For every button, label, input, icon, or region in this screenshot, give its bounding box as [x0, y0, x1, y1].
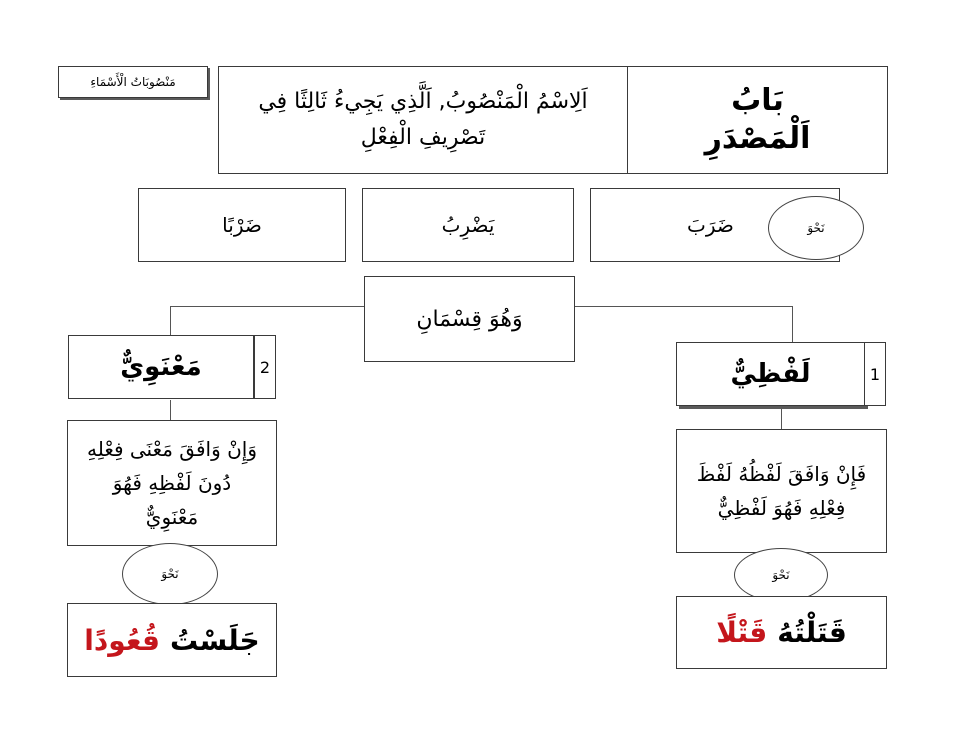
section2-number-box [254, 335, 276, 399]
connector-right-down [781, 407, 782, 429]
connector-left-vertical [170, 306, 171, 336]
section2-example-box [67, 603, 277, 677]
section1-title: لَفْظِيٌّ [730, 359, 811, 389]
title-line2: اَلْمَصْدَرِ [704, 121, 811, 156]
connector-right-horizontal [575, 306, 793, 307]
definition-text: اَلِاسْمُ الْمَنْصُوبُ, اَلَّذِي يَجِيءُ ثَالِثًا فِي تَصْرِيفِ الْفِعْلِ [258, 89, 588, 150]
definition-box [218, 66, 628, 174]
section2-title: مَعْنَوِيٌّ [120, 352, 202, 382]
section1-example-label: نَحْوَ [772, 568, 790, 582]
example-label-text: نَحْوَ [807, 221, 825, 235]
connector-left-horizontal [170, 306, 365, 307]
section2-description: وَإِنْ وَافَقَ مَعْنَى فِعْلِهِ دُونَ لَفْظِهِ فَهُوَ مَعْنَوِيٌّ [86, 437, 258, 529]
section2-example-red: قُعُودًا [84, 623, 160, 657]
category-tag [58, 66, 208, 98]
section1-description: فَإِنْ وَافَقَ لَفْظُهُ لَفْظَ فِعْلِهِ فَهُوَ لَفْظِيٌّ [696, 462, 867, 520]
division-text: وَهُوَ قِسْمَانِ [416, 306, 523, 332]
section1-number: 1 [869, 364, 881, 384]
example-word-2-box [362, 188, 574, 262]
section1-example-oval [734, 548, 828, 602]
section1-example-red: قَتْلًا [716, 616, 768, 649]
section1-description-box [676, 429, 887, 553]
connector-right-vertical [792, 306, 793, 342]
example-word-1: ضَرَبَ [687, 213, 734, 237]
section2-description-box [67, 420, 277, 546]
section1-title-box [676, 342, 865, 406]
section2-example-oval [122, 543, 218, 605]
section2-example-black: جَلَسْتُ [169, 623, 260, 657]
section2-title-box [68, 335, 254, 399]
title-box [627, 66, 888, 174]
division-box [364, 276, 575, 362]
example-word-2: يَضْرِبُ [441, 213, 495, 237]
section1-number-box [864, 342, 886, 406]
example-word-3-box [138, 188, 346, 262]
section1-example-black: قَتَلْتُهُ [777, 616, 847, 649]
section2-example-label: نَحْوَ [161, 567, 179, 581]
connector-left-down [170, 400, 171, 420]
category-tag-text: مَنْصُوبَاتُ الْأَسْمَاءِ [90, 75, 176, 89]
example-word-3: ضَرْبًا [222, 213, 262, 237]
title-line1: بَابُ [731, 83, 784, 118]
section1-example-box [676, 596, 887, 669]
example-label-oval [768, 196, 864, 260]
section2-number: 2 [259, 357, 271, 377]
